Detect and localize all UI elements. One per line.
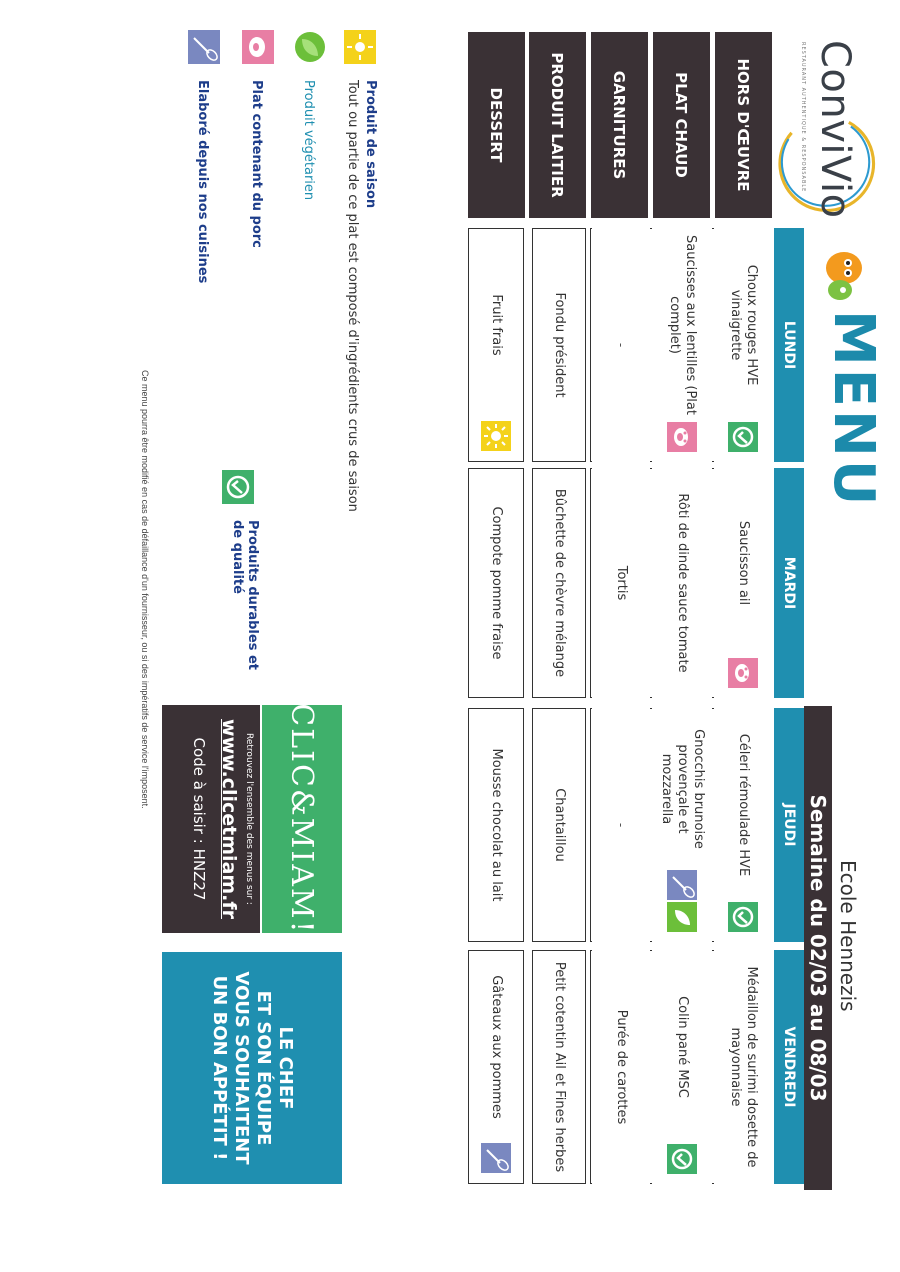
legend-quality: Produits durables et de qualité (230, 520, 260, 670)
dish-text: Chantaillou (552, 788, 567, 862)
menu-cell (592, 708, 650, 942)
pork-icon (667, 422, 697, 452)
clic-miam-url[interactable]: www.clicetmiam.fr (218, 719, 240, 919)
dish-text: Petit cotentin Ail et Fines herbes (552, 961, 567, 1173)
dish-text: Colin pané MSC (675, 996, 690, 1098)
legend-pork: Plat contenant du porc (249, 80, 264, 248)
menu-cell (652, 468, 712, 698)
legend-season-title: Produit de saison (363, 80, 378, 209)
week-range: Semaine du 02/03 au 08/03 (804, 706, 832, 1190)
menu-cell (532, 468, 586, 698)
dish-text: Céleri rémoulade HVE (736, 733, 751, 877)
mascot-icon (820, 250, 870, 306)
vegetarian-icon (667, 902, 697, 932)
season-icon (344, 30, 376, 64)
row-header-plat: PLAT CHAUD (653, 32, 710, 218)
brand-name: ConviVio (812, 40, 858, 219)
dish-text: Fondu président (552, 292, 567, 398)
menu-cell (532, 950, 586, 1184)
menu-cell (714, 708, 772, 942)
school-name: Ecole Hennezis (836, 860, 860, 1012)
dish-text: Mousse chocolat au lait (489, 748, 504, 902)
dish-text: Purée de carottes (614, 1009, 629, 1125)
clic-miam-intro: Retrouvez l'ensemble des menus sur : (244, 733, 254, 905)
chef-line-1: LE CHEF (275, 1026, 296, 1110)
day-header-vendredi: VENDREDI (774, 950, 804, 1184)
chef-line-4: UN BON APPÉTIT ! (209, 975, 230, 1161)
dish-text: - (614, 822, 628, 828)
chef-line-3: VOUS SOUHAITENT (231, 971, 252, 1165)
menu-cell (714, 228, 772, 462)
row-header-dessert: DESSERT (468, 32, 525, 218)
brand-tagline: RESTAURANT AUTHENTIQUE & RESPONSABLE (800, 42, 806, 193)
page-title: MENU (821, 310, 886, 509)
dish-text: Médaillon de surimi dosette de mayonnaise (728, 966, 759, 1168)
chef-message (162, 952, 342, 1184)
footnote: Ce menu pourra être modifié en cas de défaillance d'un fournisseur, ou si des impératifs de service l'imposent. (140, 370, 150, 809)
quality-icon (728, 902, 758, 932)
day-header-jeudi: JEUDI (774, 708, 804, 942)
homemade-icon (481, 1143, 511, 1173)
menu-cell (468, 228, 524, 462)
menu-cell (592, 228, 650, 462)
menu-cell (652, 228, 712, 462)
dish-text: Saucisson ail (736, 520, 751, 606)
menu-cell (468, 708, 524, 942)
dish-text: - (614, 342, 628, 348)
menu-cell (714, 468, 772, 698)
clic-miam-code: Code à saisir : HNZ27 (190, 737, 208, 901)
pork-icon (728, 658, 758, 688)
menu-cell (532, 708, 586, 942)
dish-text: Gâteaux aux pommes (489, 975, 504, 1119)
homemade-icon (667, 870, 697, 900)
dish-text: Choux rouges HVE vinaigrette (728, 264, 759, 386)
menu-cell (652, 708, 712, 942)
menu-cell (468, 468, 524, 698)
day-header-mardi: MARDI (774, 468, 804, 698)
menu-cell (714, 950, 772, 1184)
menu-cell (592, 950, 650, 1184)
dish-text: Tortis (614, 565, 629, 601)
chef-line-2: ET SON ÉQUIPE (253, 990, 274, 1146)
quality-icon (222, 470, 254, 504)
row-header-laitier: PRODUIT LAITIER (529, 32, 586, 218)
quality-icon (728, 422, 758, 452)
legend-homemade: Elaboré depuis nos cuisines (195, 80, 210, 284)
dish-text: Fruit frais (489, 294, 504, 356)
dish-text: Saucisses aux lentilles (Plat complet) (667, 235, 698, 415)
menu-cell (652, 950, 712, 1184)
pork-icon (242, 30, 274, 64)
legend-vegetarian: Produit végétarien (301, 80, 316, 201)
clic-miam-logo: CLIC&MIAM! (262, 705, 342, 933)
row-header-hors: HORS D'ŒUVRE (715, 32, 772, 218)
quality-icon (667, 1144, 697, 1174)
season-icon (481, 421, 511, 451)
legend-season-desc: Tout ou partie de ce plat est composé d'ingrédients crus de saison (345, 80, 360, 512)
day-header-lundi: LUNDI (774, 228, 804, 462)
row-header-garnitures: GARNITURES (591, 32, 648, 218)
menu-cell (592, 468, 650, 698)
dish-text: Bûchette de chèvre mélange (552, 488, 567, 678)
menu-cell (532, 228, 586, 462)
dish-text: Rôti de dinde sauce tomate (675, 493, 690, 673)
homemade-icon (188, 30, 220, 64)
vegetarian-icon (294, 30, 326, 64)
dish-text: Compote pomme fraise (489, 506, 504, 660)
dish-text: Gnocchis brunoise provençale et mozzarella (659, 729, 706, 849)
menu-cell (468, 950, 524, 1184)
clic-miam-info (162, 705, 260, 933)
